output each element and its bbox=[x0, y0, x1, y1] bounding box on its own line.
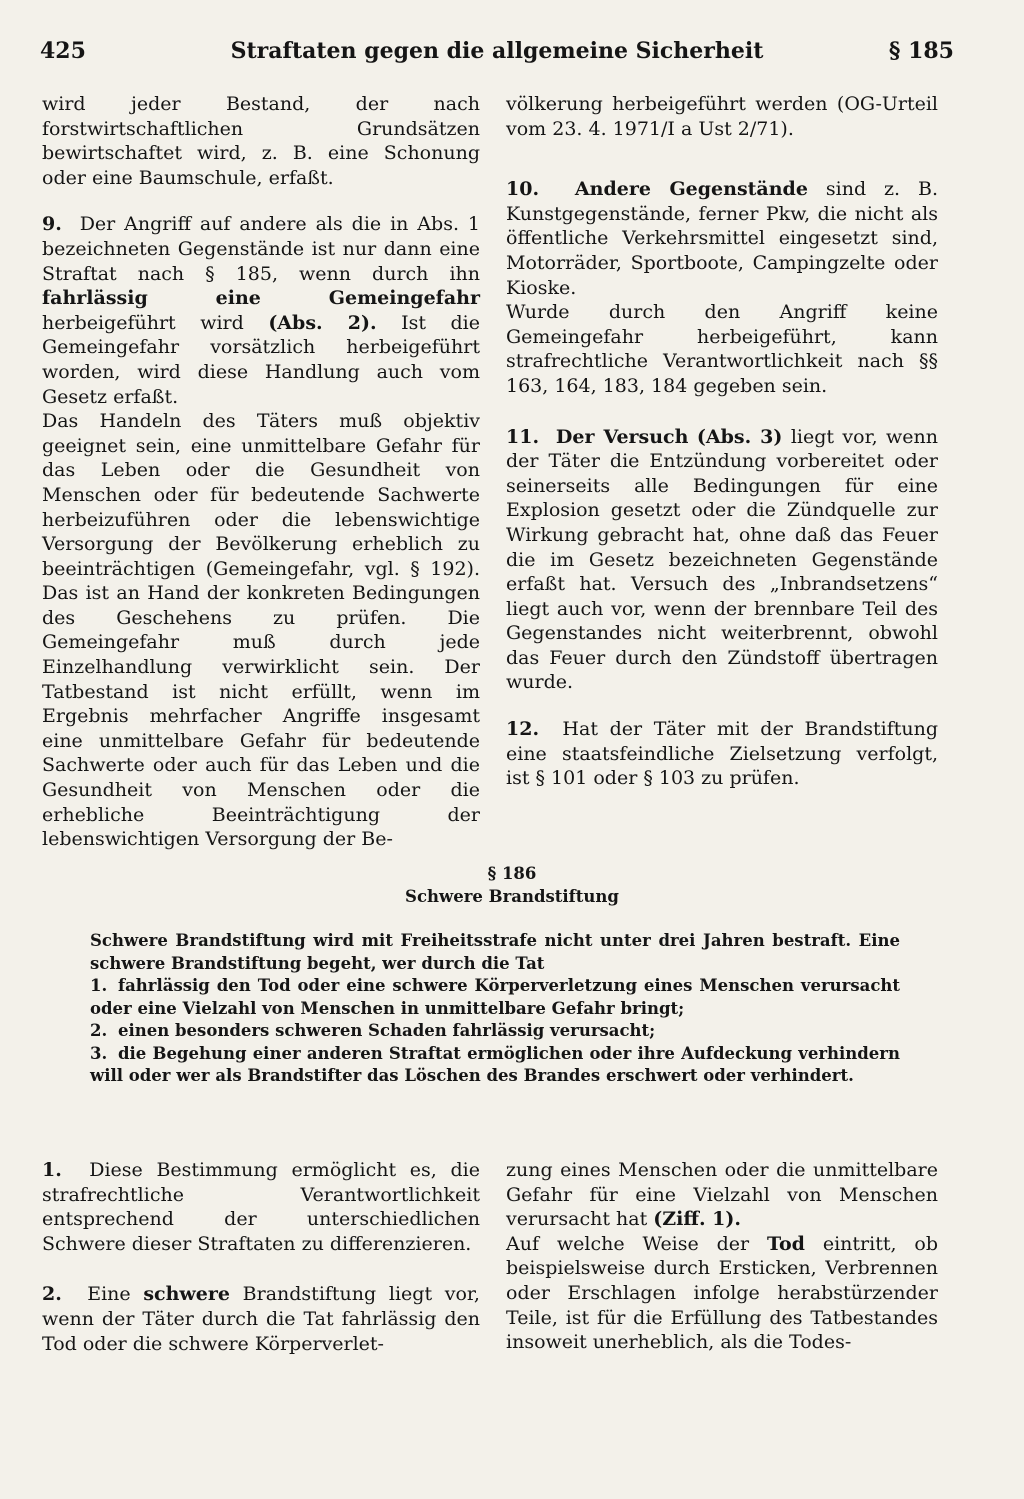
item-text: einen besonders schweren Schaden fahrlässig verursacht; bbox=[118, 1021, 656, 1040]
emphasis: Andere Gegenstände bbox=[574, 178, 808, 201]
item-number: 3. bbox=[90, 1043, 108, 1063]
paragraph-text: Eine bbox=[87, 1283, 131, 1306]
law-item-1 bbox=[90, 975, 900, 1020]
reference: (Ziff. 1). bbox=[653, 1208, 741, 1231]
paragraph-text: Ist die Gemeingefahr vorsätzlich herbeigeführt worden, wird diese Handlung auch vom Gesetz erfaßt. bbox=[42, 311, 480, 408]
emphasis: fahrlässig eine Gemeingefahr bbox=[42, 287, 480, 310]
paragraph-text: eintritt, ob beispielsweise durch Ersticken, Verbrennen oder Erschlagen infolge herabstürzender Teile, ist für die Erfüllung des Tatbestandes insoweit unerheblich, als die Todes- bbox=[506, 1232, 938, 1354]
paragraph-9-continued: Das Handeln des Täters muß objektiv geeignet sein, eine unmittelbare Gefahr für das Leben oder die Gesundheit von Menschen oder für bedeutende Sachwerte herbeizuführen oder die lebenswichtige Versorgung der Bevölkerung erheblich zu beeinträchtigen (Gemeingefahr, vgl. § 192). Das ist an Hand der konkreten Bedingungen des Geschehens zu prüfen. Die Gemeingefahr muß durch jede Einzelhandlung verwirklicht sein. Der Tatbestand ist nicht erfüllt, wenn im Ergebnis mehrfacher Angriffe insgesamt eine unmittelbare Gefahr für bedeutende Sachwerte oder auch für das Leben und die Gesundheit von Menschen oder die erhebliche Beeinträchtigung der lebenswichtigen Versorgung der Be- bbox=[42, 410, 480, 851]
paragraph-10 bbox=[506, 177, 938, 300]
paragraph-continued bbox=[506, 1158, 938, 1232]
paragraph-continued: wird jeder Bestand, der nach forstwirtschaftlichen Grundsätzen bewirtschaftet wird, z. B. eine Schonung oder eine Baumschule, erfaßt. bbox=[42, 93, 480, 189]
paragraph-text: Auf welche Weise der bbox=[506, 1232, 750, 1255]
paragraph-text: herbeigeführt wird bbox=[42, 311, 244, 334]
paragraph-number: 12. bbox=[506, 718, 540, 741]
page-header bbox=[40, 38, 954, 72]
reference: (Abs. 2). bbox=[268, 311, 377, 334]
law-text bbox=[90, 930, 900, 1088]
law-section-title: Schwere Brandstiftung bbox=[405, 887, 619, 906]
paragraph-number: 10. bbox=[506, 178, 540, 201]
paragraph-number: 1. bbox=[42, 1159, 62, 1181]
paragraph-10-continued: Wurde durch den Angriff keine Gemeingefahr herbeigeführt, kann strafrechtliche Verantwortlichkeit nach §§ 163, 164, 183, 184 gegeben sein. bbox=[506, 301, 938, 397]
paragraph-text: Der Angriff auf andere als die in Abs. 1 bezeichneten Gegenstände ist nur dann eine Straftat nach § 185, wenn durch ihn bbox=[42, 213, 480, 285]
reference: (Abs. 3) bbox=[696, 425, 783, 448]
running-title: Straftaten gegen die allgemeine Sicherheit bbox=[230, 38, 764, 64]
paragraph-number: 11. bbox=[506, 425, 540, 448]
paragraph-1 bbox=[42, 1158, 480, 1256]
paragraph-11 bbox=[506, 425, 938, 696]
law-item-3 bbox=[90, 1043, 900, 1088]
law-item-2 bbox=[90, 1020, 900, 1043]
law-section-number: § 186 bbox=[487, 864, 537, 883]
emphasis: schwere bbox=[143, 1283, 230, 1306]
paragraph-text: Brandstiftung liegt vor, wenn der Täter durch die Tat fahrlässig den Tod oder die schwere Körperverlet- bbox=[42, 1283, 480, 1355]
law-intro: Schwere Brandstiftung wird mit Freiheitsstrafe nicht unter drei Jahren bestraft. Eine schwere Brandstiftung begeht, wer durch die Tat bbox=[90, 931, 900, 973]
paragraph-number: 2. bbox=[42, 1283, 62, 1306]
paragraph-text: zung eines Menschen oder die unmittelbare Gefahr für eine Vielzahl von Menschen verursacht hat bbox=[506, 1159, 938, 1231]
item-text: fahrlässig den Tod oder eine schwere Körperverletzung eines Menschen verursacht oder eine Vielzahl von Menschen in unmittelbare Gefahr bringt; bbox=[90, 976, 900, 1018]
paragraph-2-right bbox=[506, 1232, 938, 1355]
emphasis: Der Versuch bbox=[555, 425, 689, 448]
left-column-top bbox=[42, 92, 480, 852]
item-text: die Begehung einer anderen Straftat ermöglichen oder ihre Aufdeckung verhindern will oder wer als Brandstifter das Löschen des Brandes erschwert oder verhindert. bbox=[90, 1043, 900, 1085]
page-number: 425 bbox=[40, 38, 86, 64]
paragraph-text: Diese Bestimmung ermöglicht es, die strafrechtliche Verantwortlichkeit entsprechend der unterschiedlichen Schwere dieser Straftaten zu differenzieren. bbox=[42, 1159, 480, 1255]
paragraph-12 bbox=[506, 717, 938, 791]
item-number: 1. bbox=[90, 976, 108, 995]
right-column-top bbox=[506, 92, 938, 791]
paragraph-2 bbox=[42, 1282, 480, 1356]
paragraph-text: Hat der Täter mit der Brandstiftung eine staatsfeindliche Zielsetzung verfolgt, ist § 101 oder § 103 zu prüfen. bbox=[506, 718, 938, 790]
item-number: 2. bbox=[90, 1021, 108, 1040]
paragraph-9 bbox=[42, 212, 480, 409]
paragraph-text: sind z. B. Kunstgegenstände, ferner Pkw, die nicht als öffentliche Verkehrsmittel eingesetzt sind, Motorräder, Sportboote, Campingzelte oder Kioske. bbox=[506, 178, 939, 299]
paragraph-number: 9. bbox=[42, 213, 62, 236]
paragraph-continued: völkerung herbeigeführt werden (OG-Urteil vom 23. 4. 1971/I a Ust 2/71). bbox=[506, 93, 938, 140]
right-column-bottom bbox=[506, 1158, 938, 1355]
left-column-bottom bbox=[42, 1158, 480, 1356]
paragraph-text: liegt vor, wenn der Täter die Entzündung vorbereitet oder seinerseits alle Bedingungen für eine Explosion gesetzt oder die Zündquelle zur Wirkung gebracht hat, ohne daß das Feuer die im Gesetz bezeichneten Gegenstände erfaßt hat. Versuch des „Inbrandsetzens“ liegt auch vor, wenn der brennbare Teil des Gegenstandes nicht weiterbrennt, obwohl das Feuer durch den Zündstoff übertragen wurde. bbox=[506, 425, 939, 694]
emphasis: Tod bbox=[767, 1232, 805, 1255]
section-marker: § 185 bbox=[888, 38, 954, 64]
